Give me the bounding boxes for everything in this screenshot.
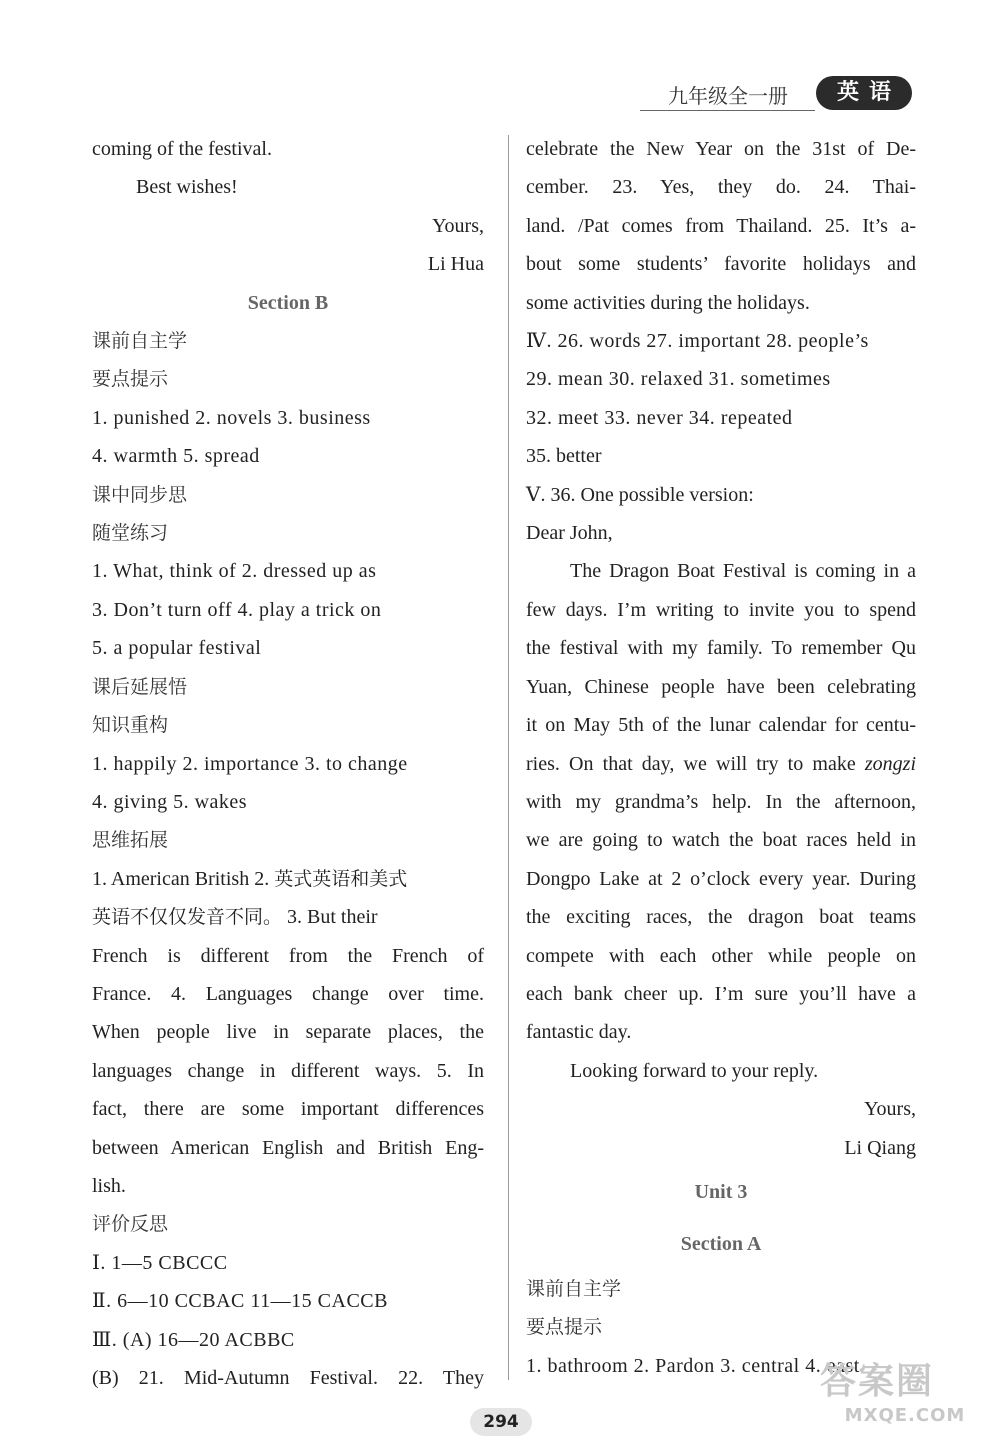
answer-line: France. 4. Languages change over time. <box>92 982 484 1005</box>
chinese-subheading: 要点提示 <box>526 1316 603 1339</box>
letter-line: few days. I’m writing to invite you to spend <box>526 598 916 621</box>
chinese-subheading: 思维拓展 <box>92 829 169 852</box>
answer-line: (B) 21. Mid-Autumn Festival. 22. They <box>92 1367 484 1389</box>
answer-line: Ⅰ. 1—5 CBCCC <box>92 1251 228 1274</box>
letter-line: The Dragon Boat Festival is coming in a <box>570 560 916 583</box>
watermark-url: MXQE.COM <box>844 1405 966 1426</box>
answer-line: Ⅴ. 36. One possible version: <box>526 483 754 506</box>
letter-line: Yuan, Chinese people have been celebrating <box>526 675 916 698</box>
header-rule <box>640 110 815 111</box>
chinese-heading: 课前自主学 <box>526 1277 622 1300</box>
answer-line: celebrate the New Year on the 31st of De- <box>526 138 916 160</box>
letter-line: with my grandma’s help. In the afternoon, <box>526 790 916 813</box>
unit-heading: Unit 3 <box>694 1180 748 1203</box>
column-divider <box>508 135 509 1380</box>
watermark-logo <box>820 1360 990 1440</box>
letter-line: we are going to watch the boat races held in <box>526 829 916 852</box>
answer-line: 5. a popular festival <box>92 637 262 660</box>
letter-line: each bank cheer up. I’m sure you’ll have a <box>526 982 916 1005</box>
answer-text: 1. American British 2. <box>92 867 275 890</box>
chinese-answer-text: 英语不仅仅发音不同。 <box>92 906 283 929</box>
answer-line: When people live in separate places, the <box>92 1021 484 1044</box>
answer-line: 1. happily 2. importance 3. to change <box>92 752 408 775</box>
answer-line: fact, there are some important differences <box>92 1098 484 1121</box>
answer-line: 35. better <box>526 445 602 468</box>
chinese-subheading: 随堂练习 <box>92 522 169 545</box>
answer-line: 1. What, think of 2. dressed up as <box>92 560 377 583</box>
answer-line: 3. Don’t turn off 4. play a trick on <box>92 598 382 621</box>
chinese-heading: 课中同步思 <box>92 483 188 506</box>
letter-closing: Looking forward to your reply. <box>570 1059 819 1082</box>
answer-line: Ⅳ. 26. words 27. important 28. people’s <box>526 330 869 353</box>
letter-line: the exciting races, the dragon boat teams <box>526 906 916 929</box>
answer-line: lish. <box>92 1174 126 1197</box>
answer-line: land. /Pat comes from Thailand. 25. It’s a- <box>526 214 916 237</box>
letter-line <box>526 745 916 783</box>
answer-text: 3. But their <box>282 906 378 929</box>
answer-line: between American English and British Eng- <box>92 1136 484 1159</box>
letter-line: compete with each other while people on <box>526 944 916 967</box>
answer-line: 1. bathroom 2. Pardon 3. central 4. east <box>526 1354 860 1377</box>
chinese-subheading: 评价反思 <box>92 1213 169 1236</box>
answer-line <box>92 898 484 936</box>
answer-line: languages change in different ways. 5. In <box>92 1059 484 1082</box>
answer-line <box>92 860 484 898</box>
letter-text: ries. On that day, we will try to make <box>526 752 865 775</box>
section-heading: Section B <box>247 291 329 314</box>
left-column <box>92 130 484 1397</box>
answer-line: 32. meet 33. never 34. repeated <box>526 406 793 429</box>
answer-line: bout some students’ favorite holidays and <box>526 253 916 276</box>
answer-line: some activities during the holidays. <box>526 291 810 314</box>
answer-line: 29. mean 30. relaxed 31. sometimes <box>526 368 831 391</box>
answer-line: cember. 23. Yes, they do. 24. Thai- <box>526 176 916 199</box>
answer-line: 4. giving 5. wakes <box>92 790 248 813</box>
italic-word: zongzi <box>864 752 916 775</box>
answer-line: 4. warmth 5. spread <box>92 445 260 468</box>
section-heading: Section A <box>680 1233 762 1256</box>
letter-line: fantastic day. <box>526 1021 632 1044</box>
chinese-answer-text: 英式英语和美式 <box>274 867 408 890</box>
letter-closing: Best wishes! <box>136 176 238 199</box>
answer-line: 1. punished 2. novels 3. business <box>92 406 371 429</box>
answer-line: Ⅲ. (A) 16—20 ACBBC <box>92 1328 295 1351</box>
chinese-subheading: 要点提示 <box>92 368 169 391</box>
subject-badge: 英语 <box>816 76 912 110</box>
letter-line: the festival with my family. To remember Qu <box>526 637 916 660</box>
chinese-heading: 课前自主学 <box>92 330 188 353</box>
text-line: coming of the festival. <box>92 138 272 160</box>
watermark-title: 答案圈 <box>820 1361 935 1402</box>
letter-line: Dongpo Lake at 2 o’clock every year. During <box>526 867 916 890</box>
page-number: 294 <box>470 1408 532 1436</box>
chinese-heading: 课后延展悟 <box>92 675 188 698</box>
right-column <box>526 130 916 1385</box>
letter-signature: Li Hua <box>427 253 484 276</box>
letter-signoff: Yours, <box>432 214 484 237</box>
chinese-subheading: 知识重构 <box>92 714 169 737</box>
letter-signoff: Yours, <box>864 1098 916 1121</box>
letter-line: it on May 5th of the lunar calendar for centu- <box>526 714 916 737</box>
letter-signature: Li Qiang <box>844 1136 916 1159</box>
header-grade-label: 九年级全一册 <box>668 84 788 108</box>
answer-line: Ⅱ. 6—10 CCBAC 11—15 CACCB <box>92 1290 388 1313</box>
letter-greeting: Dear John, <box>526 522 613 545</box>
answer-line: French is different from the French of <box>92 944 484 967</box>
